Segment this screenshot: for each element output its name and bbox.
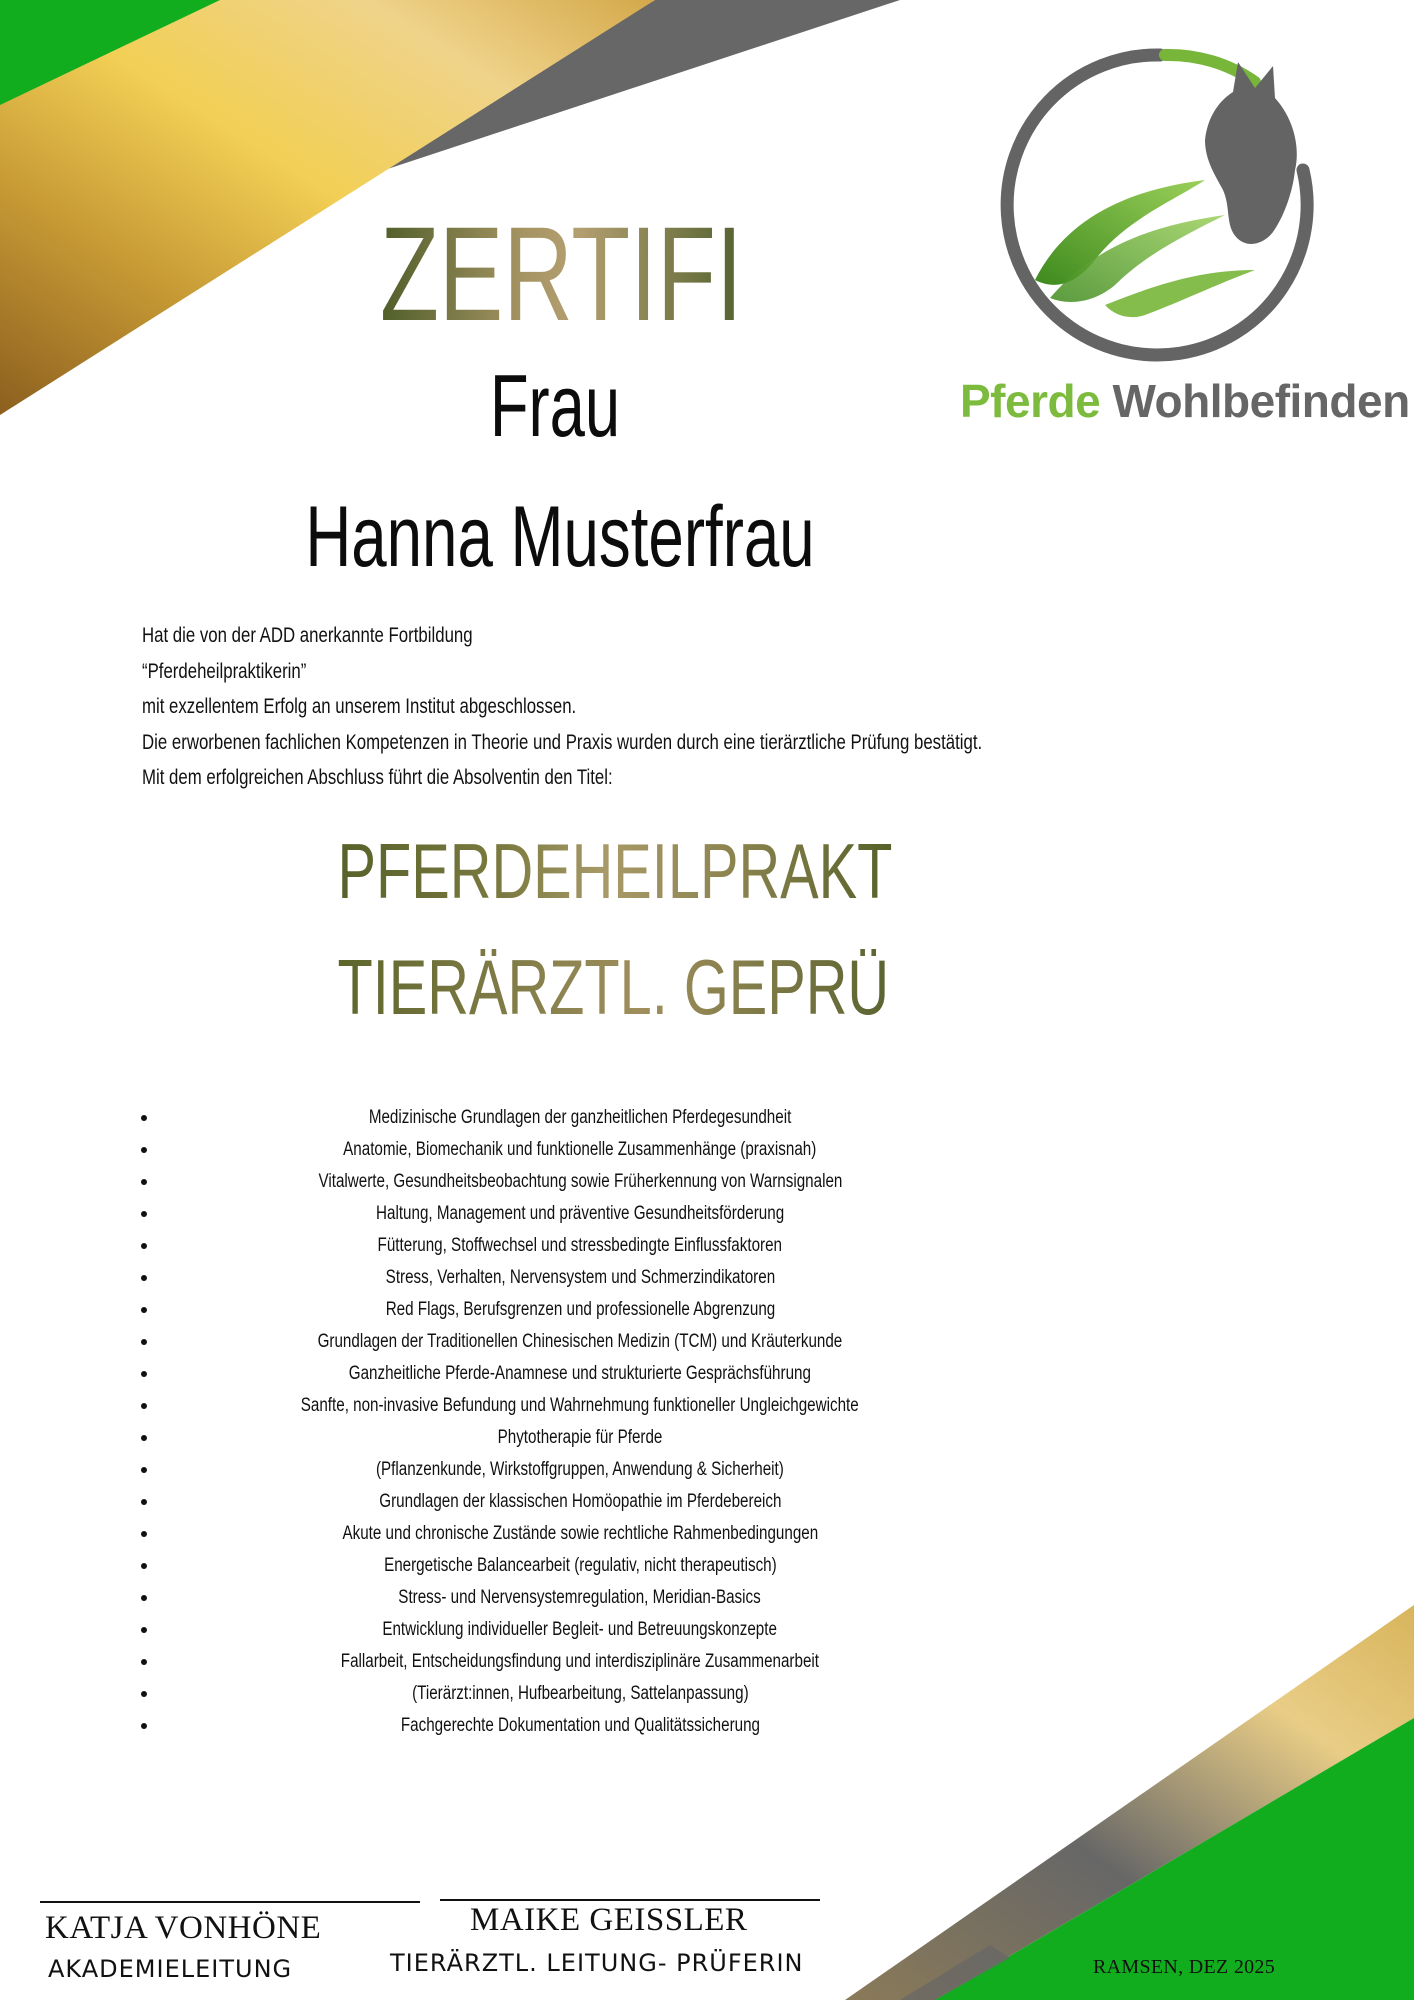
signatory-name-1: KATJA VONHÖNE (45, 1910, 322, 1946)
salutation: Frau (489, 356, 621, 455)
list-item: Fallarbeit, Entscheidungsfindung und interdisziplinäre Zusammenarbeit (130, 1646, 1030, 1678)
intro-text (142, 618, 1102, 796)
list-item: (Tierärzt:innen, Hufbearbeitung, Sattelanpassung) (130, 1678, 1030, 1710)
bullet-icon (141, 1627, 147, 1633)
signatory-name-2: MAIKE GEISSLER (470, 1902, 748, 1938)
intro-line: Die erworbenen fachlichen Kompetenzen in Theorie und Praxis wurden durch eine tierärztliche Prüfung bestätigt. (142, 730, 983, 754)
bullet-icon (141, 1659, 147, 1665)
list-item: Grundlagen der klassischen Homöopathie im Pferdebereich (130, 1486, 1030, 1518)
bullet-icon (141, 1435, 147, 1441)
list-item: Anatomie, Biomechanik und funktionelle Zusammenhänge (praxisnah) (130, 1134, 1030, 1166)
intro-line: Mit dem erfolgreichen Abschluss führt die Absolventin den Titel: (142, 766, 613, 789)
list-item: Medizinische Grundlagen der ganzheitlichen Pferdegesundheit (130, 1102, 1030, 1134)
bullet-icon (141, 1339, 147, 1345)
signature-line-2 (440, 1899, 820, 1901)
bullet-icon (141, 1243, 147, 1249)
list-item: Fütterung, Stoffwechsel und stressbedingte Einflussfaktoren (130, 1230, 1030, 1262)
list-item: Energetische Balancearbeit (regulativ, nicht therapeutisch) (130, 1550, 1030, 1582)
list-item: Grundlagen der Traditionellen Chinesischen Medizin (TCM) und Kräuterkunde (130, 1326, 1030, 1358)
list-item: Vitalwerte, Gesundheitsbeobachtung sowie Früherkennung von Warnsignalen (130, 1166, 1030, 1198)
list-item: Haltung, Management und präventive Gesundheitsförderung (130, 1198, 1030, 1230)
list-item: Red Flags, Berufsgrenzen und professionelle Abgrenzung (130, 1294, 1030, 1326)
list-item: Akute und chronische Zustände sowie rechtliche Rahmenbedingungen (130, 1518, 1030, 1550)
signatory-role-2: TIERÄRZTL. LEITUNG- PRÜFERIN (390, 1949, 804, 1977)
degree-title-line1: PFERDEHEILPRAKTERIN (337, 827, 1031, 915)
recipient-name: Hanna Musterfrau (305, 489, 815, 585)
certificate-title: ZERTIFIKAT (380, 200, 924, 349)
signature-line-1 (40, 1901, 420, 1903)
bullet-icon (141, 1179, 147, 1185)
intro-line: Hat die von der ADD anerkannte Fortbildung (142, 624, 473, 647)
list-item: Stress, Verhalten, Nervensystem und Schmerzindikatoren (130, 1262, 1030, 1294)
list-item: Ganzheitliche Pferde-Anamnese und strukturierte Gesprächsführung (130, 1358, 1030, 1390)
bullet-icon (141, 1307, 147, 1313)
list-item: Entwicklung individueller Begleit- und Betreuungskonzepte (130, 1614, 1030, 1646)
bullet-icon (141, 1403, 147, 1409)
bullet-icon (141, 1691, 147, 1697)
list-item: Stress- und Nervensystemregulation, Meridian-Basics (130, 1582, 1030, 1614)
intro-line: “Pferdeheilpraktikerin” (142, 659, 307, 683)
bullet-icon (141, 1211, 147, 1217)
list-item: Phytotherapie für Pferde (130, 1422, 1030, 1454)
bullet-icon (141, 1723, 147, 1729)
bullet-icon (141, 1499, 147, 1505)
bullet-icon (141, 1531, 147, 1537)
brand-part2: Wohlbefinden (1112, 375, 1410, 427)
brand-wordmark (960, 374, 1410, 428)
degree-title-line2: TIERÄRZTL. GEPRÜFT (337, 943, 960, 1031)
list-item: Fachgerechte Dokumentation und Qualitätssicherung (130, 1710, 1030, 1742)
topics-list (130, 1102, 1030, 1742)
bullet-icon (141, 1115, 147, 1121)
bullet-icon (141, 1563, 147, 1569)
bullet-icon (141, 1371, 147, 1377)
bullet-icon (141, 1275, 147, 1281)
intro-line: mit exzellentem Erfolg an unserem Institut abgeschlossen. (142, 695, 577, 718)
list-item: (Pflanzenkunde, Wirkstoffgruppen, Anwendung & Sicherheit) (130, 1454, 1030, 1486)
bullet-icon (141, 1467, 147, 1473)
signatory-role-1: AKADEMIELEITUNG (48, 1955, 293, 1983)
bullet-icon (141, 1595, 147, 1601)
list-item: Sanfte, non-invasive Befundung und Wahrnehmung funktioneller Ungleichgewichte (130, 1390, 1030, 1422)
place-date: RAMSEN, DEZ 2025 (1093, 1956, 1276, 1978)
brand-part1: Pferde (960, 375, 1101, 427)
bullet-icon (141, 1147, 147, 1153)
